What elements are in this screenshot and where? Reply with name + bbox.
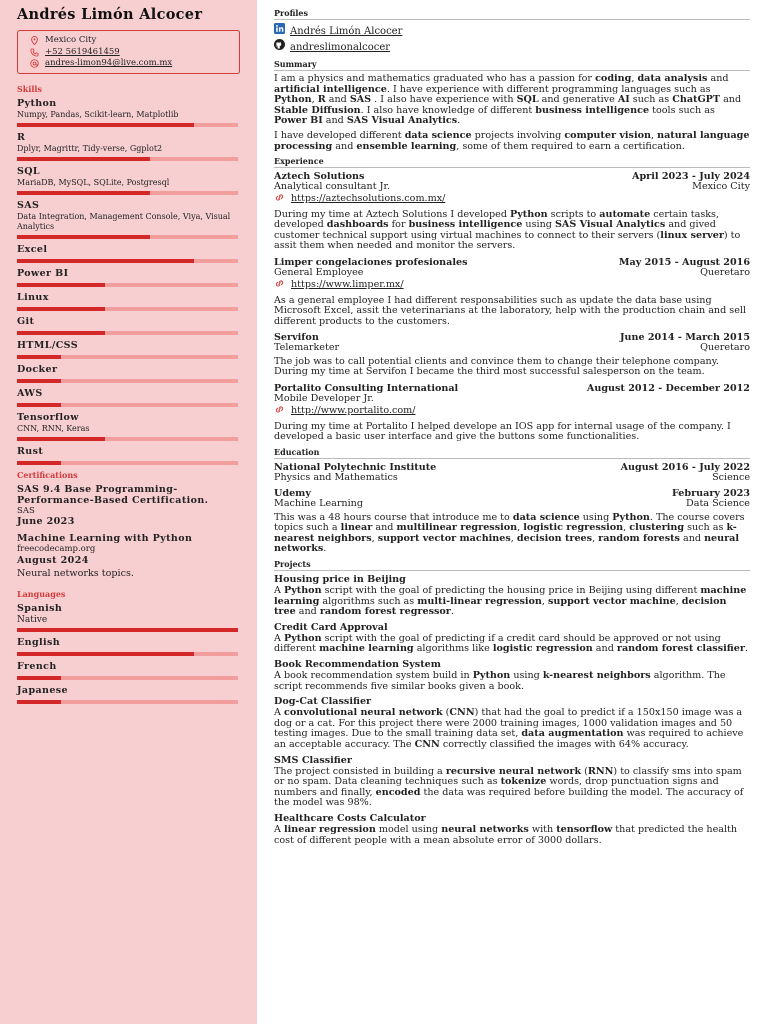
language-level-fill	[17, 628, 238, 632]
job-location: Queretaro	[700, 342, 750, 354]
skill-level-fill	[17, 461, 61, 465]
skill-name: Rust	[17, 445, 44, 457]
experience-section	[274, 156, 750, 443]
projects-section	[274, 559, 750, 846]
company-url[interactable]: https://aztechsolutions.com.mx/	[291, 193, 446, 205]
skill-item	[17, 364, 240, 383]
skill-item	[17, 340, 240, 359]
skill-item	[17, 268, 240, 287]
project-description: A linear regression model using neural networks with tensorflow that predicted the health cost of different people with a mean absolute error of 3000 dollars.	[274, 823, 738, 846]
skill-level-fill	[17, 437, 105, 441]
phone-icon	[30, 48, 39, 57]
skill-name: Tensorflow	[17, 411, 79, 423]
skill-name: Git	[17, 315, 35, 327]
skill-level-fill	[17, 259, 194, 263]
language-name: French	[17, 661, 57, 672]
link-icon	[274, 405, 285, 417]
profiles-heading: Profiles	[274, 8, 750, 20]
job-role: Mobile Developer Jr.	[274, 393, 374, 404]
skill-name: SAS	[17, 199, 40, 211]
skill-name: Excel	[17, 243, 48, 255]
certification-issuer: SAS	[17, 505, 35, 516]
company-website[interactable]	[274, 405, 750, 417]
project-description: A Python script with the goal of predicting if a credit card should be approved or not using different machine learning algorithms like logistic regression and random forest classifier.	[274, 632, 748, 655]
skill-level-bar	[17, 235, 238, 239]
education-area: Data Science	[686, 498, 750, 510]
experience-item	[274, 257, 750, 327]
experience-item	[274, 171, 750, 252]
company-website[interactable]	[274, 279, 750, 291]
skill-level-fill	[17, 307, 105, 311]
language-level-bar	[17, 652, 238, 656]
project-description: The project consisted in building a recursive neural network (RNN) to classify sms into spam or no spam. Data cleaning techniques such as tokenize words, drop punctuation signs and numbers and finally, encoded the data was required before building the model. The accuracy of the model was 98%.	[274, 765, 744, 809]
link-icon	[274, 193, 285, 205]
skill-name: AWS	[17, 387, 43, 399]
skills-list	[17, 98, 240, 465]
company-name: Servifon	[274, 332, 319, 344]
certifications-heading: Certifications	[17, 469, 78, 480]
skill-name: Docker	[17, 363, 58, 375]
skill-level-bar	[17, 331, 238, 335]
certification-item	[17, 484, 240, 528]
certification-date: June 2023	[17, 516, 75, 527]
certification-item	[17, 533, 240, 579]
at-sign-icon	[30, 59, 39, 68]
project-title: Book Recommendation System	[274, 659, 441, 671]
language-level-fill	[17, 676, 61, 680]
language-name: Spanish	[17, 603, 63, 614]
skill-name: SQL	[17, 165, 41, 177]
education-item	[274, 488, 750, 555]
project-description: A book recommendation system build in Python using k-nearest neighbors algorithm. The script recommends five similar books given a book.	[274, 670, 726, 692]
certification-title: SAS 9.4 Base Programming-Performance-Based Certification.	[17, 483, 209, 506]
skill-level-fill	[17, 123, 194, 127]
linkedin-profile[interactable]	[274, 23, 750, 39]
skill-name: HTML/CSS	[17, 339, 78, 351]
languages-list	[17, 603, 240, 704]
education-area: Science	[712, 471, 750, 483]
skill-item	[17, 292, 240, 311]
language-level-fill	[17, 652, 194, 656]
skill-level-bar	[17, 283, 238, 287]
certification-note: Neural networks topics.	[17, 567, 134, 579]
education-dates: August 2016 - July 2022	[620, 461, 750, 473]
language-item	[17, 661, 240, 680]
job-location: Mexico City	[692, 181, 750, 193]
location-pin-icon	[30, 36, 39, 45]
skill-name: Python	[17, 97, 57, 109]
skill-level-bar	[17, 191, 238, 195]
education-description: This was a 48 hours course that introduce me to data science using Python. The course covers topics such a linear and multilinear regression, logistic regression, clustering such as k-nearest neighbors, support vector machines, decision trees, random forests and neural networks.	[274, 511, 745, 555]
email-link[interactable]: andres-limon94@live.com.mx	[45, 58, 173, 68]
skill-level-bar	[17, 461, 238, 465]
candidate-name: Andrés Limón Alcocer	[17, 6, 203, 23]
skill-item	[17, 98, 240, 127]
skill-level-bar	[17, 123, 238, 127]
skill-item	[17, 200, 240, 239]
company-name: Portalito Consulting International	[274, 383, 459, 394]
school-name: Udemy	[274, 488, 311, 500]
languages-heading: Languages	[17, 589, 66, 599]
summary-paragraph: I have developed different data science projects involving computer vision, natural language processing and ensemble learning, some of them required to earn a certification.	[274, 129, 750, 152]
experience-item	[274, 332, 750, 378]
project-title: Dog-Cat Classifier	[274, 696, 372, 708]
contact-phone[interactable]	[30, 47, 239, 59]
education-item	[274, 462, 750, 484]
location-text: Mexico City	[45, 35, 97, 45]
github-icon	[274, 39, 285, 55]
skill-keywords: MariaDB, MySQL, SQLite, Postgresql	[17, 177, 170, 187]
skill-item	[17, 316, 240, 335]
summary-section	[274, 59, 750, 152]
skill-level-bar	[17, 403, 238, 407]
experience-item	[274, 383, 750, 443]
company-name: Aztech Solutions	[274, 171, 365, 183]
language-name: English	[17, 637, 61, 648]
skill-item	[17, 166, 240, 195]
skill-item	[17, 446, 240, 465]
project-title: Housing price in Beijing	[274, 574, 406, 586]
skill-item	[17, 132, 240, 161]
degree: Machine Learning	[274, 498, 363, 510]
job-dates: June 2014 - March 2015	[619, 332, 750, 344]
company-url[interactable]: https://www.limper.mx/	[291, 279, 404, 291]
project-title: Healthcare Costs Calculator	[274, 812, 426, 824]
skill-level-fill	[17, 331, 105, 335]
job-role: General Employee	[274, 267, 364, 279]
language-item	[17, 685, 240, 704]
skill-keywords: Dplyr, Magrittr, Tidy-verse, Ggplot2	[17, 143, 163, 153]
language-item	[17, 637, 240, 656]
project-title: SMS Classifier	[274, 754, 352, 766]
company-url[interactable]: http://www.portalito.com/	[291, 405, 416, 416]
skills-heading: Skills	[17, 83, 42, 94]
github-link[interactable]: andreslimonalcocer	[290, 41, 391, 53]
profiles-section	[274, 8, 750, 55]
skill-name: Linux	[17, 291, 49, 303]
skill-level-fill	[17, 191, 150, 195]
company-website[interactable]	[274, 193, 750, 205]
link-icon	[274, 279, 285, 291]
language-level-bar	[17, 628, 238, 632]
skill-level-bar	[17, 157, 238, 161]
certification-issuer: freecodecamp.org	[17, 544, 96, 554]
skill-level-fill	[17, 403, 61, 407]
experience-heading: Experience	[274, 156, 750, 168]
project-title: Credit Card Approval	[274, 621, 388, 633]
company-name: Limper congelaciones profesionales	[274, 257, 468, 269]
job-role: Telemarketer	[274, 342, 340, 354]
contact-email[interactable]	[30, 58, 239, 70]
skill-keywords: CNN, RNN, Keras	[17, 423, 90, 433]
skill-keywords: Numpy, Pandas, Scikit-learn, Matplotlib	[17, 109, 179, 119]
job-dates: May 2015 - August 2016	[618, 257, 750, 269]
job-description: As a general employee I had different responsabilities such as update the data base using Microsoft Excel, assit the veterinarians at the laboratory, help with the production chain and sell different products to the customers.	[274, 294, 747, 327]
main-content	[257, 0, 768, 1024]
job-description: During my time at Aztech Solutions I developed Python scripts to automate certain tasks, developed dashboards for business intelligence using SAS Visual Analytics and gived customer technical support using virtual machines to connect to their servers (linux server) to assit them when needed and monitor the servers.	[274, 208, 741, 252]
sidebar	[0, 0, 257, 1024]
skill-item	[17, 244, 240, 263]
summary-heading: Summary	[274, 59, 750, 71]
skill-item	[17, 388, 240, 407]
contact-location	[30, 35, 239, 47]
phone-link[interactable]: +52 5619461459	[45, 46, 120, 57]
project-description: A convolutional neural network (CNN) that had the goal to predict if a 150x150 image was a dog or a cat. For this project there were 2000 training images, 1000 validation images and 50 testing images. Due to the small training data set, data augmentation was required to achieve an acceptable accuracy. The CNN correctly classified the images with 64% accuracy.	[274, 707, 744, 750]
certifications-list	[17, 484, 240, 580]
language-item	[17, 603, 240, 632]
school-name: National Polytechnic Institute	[274, 461, 437, 473]
skill-level-fill	[17, 283, 105, 287]
skill-level-bar	[17, 379, 238, 383]
projects-heading: Projects	[274, 559, 750, 571]
education-dates: February 2023	[671, 488, 750, 500]
skill-level-fill	[17, 157, 150, 161]
skill-level-fill	[17, 379, 61, 383]
skill-name: R	[17, 131, 26, 143]
degree: Physics and Mathematics	[274, 471, 398, 483]
contact-box	[17, 30, 240, 74]
education-section	[274, 447, 750, 555]
certification-date: August 2024	[17, 554, 89, 566]
skill-name: Power BI	[17, 267, 69, 279]
linkedin-link[interactable]: Andrés Limón Alcocer	[290, 25, 403, 37]
github-profile[interactable]	[274, 39, 750, 55]
job-role: Analytical consultant Jr.	[274, 181, 391, 193]
job-description: The job was to call potential clients and convince them to change their telephone company. During my time at Servifon I became the third most successful salesperson on the team.	[274, 355, 719, 378]
language-level-bar	[17, 676, 238, 680]
skill-level-bar	[17, 355, 238, 359]
skill-keywords: Data Integration, Management Console, Viya, Visual Analytics	[17, 211, 231, 231]
skill-level-fill	[17, 235, 150, 239]
language-name: Japanese	[17, 685, 68, 696]
job-description: During my time at Portalito I helped develope an IOS app for internal usage of the company. I developed a basic user interface and give the buttons some functionalities.	[274, 420, 731, 443]
language-level-fill	[17, 700, 61, 704]
job-location: Queretaro	[700, 267, 750, 279]
job-dates: August 2012 - December 2012	[586, 383, 750, 394]
education-heading: Education	[274, 447, 750, 459]
certification-title: Machine Learning with Python	[17, 533, 193, 544]
project-description: A Python script with the goal of predicting the housing price in Beijing using different machine learning algorithms such as multi-linear regression, support vector machine, decision tree and random forest regressor.	[274, 585, 747, 618]
linkedin-icon	[274, 23, 285, 39]
skill-level-bar	[17, 307, 238, 311]
job-dates: April 2023 - July 2024	[632, 171, 750, 183]
language-level-text: Native	[17, 615, 48, 625]
language-level-bar	[17, 700, 238, 704]
skill-level-bar	[17, 259, 238, 263]
skill-level-fill	[17, 355, 61, 359]
summary-paragraph: I am a physics and mathematics graduated who has a passion for coding, data analysis and artificial intelligence. I have experience with different programming languages such as Python, R and SAS . I also have experience with SQL and generative AI such as ChatGPT and Stable Diffusion. I also have knowledge of different business intelligence tools such as Power BI and SAS Visual Analytics.	[274, 73, 742, 127]
skill-level-bar	[17, 437, 238, 441]
skill-item	[17, 412, 240, 441]
